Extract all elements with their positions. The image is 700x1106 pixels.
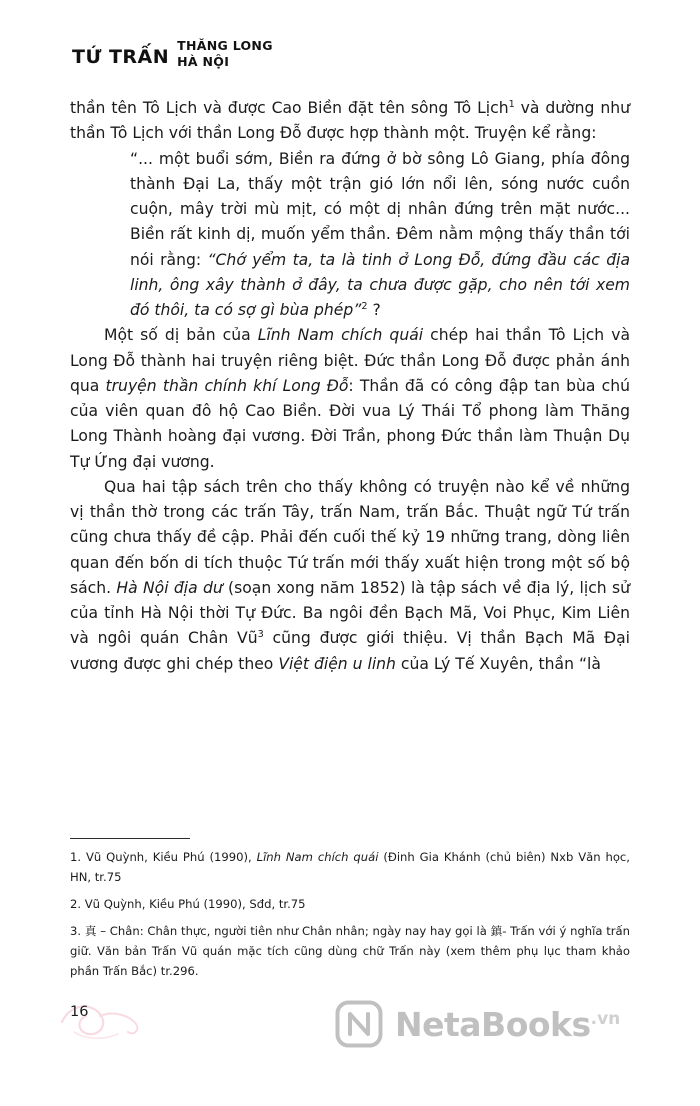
footnote-2: 2. Vũ Quỳnh, Kiều Phú (1990), Sđd, tr.75	[70, 896, 306, 911]
header-subtitle-line1: THĂNG LONG	[177, 38, 273, 53]
block-quote	[70, 147, 630, 324]
paragraph-2-italic-1: Lĩnh Nam chích quái	[257, 326, 424, 345]
header-subtitle-line2: HÀ NỘI	[177, 53, 230, 69]
quote-text-end: ?	[367, 301, 381, 319]
footnote-1-italic: Lĩnh Nam chích quái	[256, 850, 379, 864]
netabooks-logo-icon	[335, 1000, 383, 1048]
paragraph-3-italic-2: Việt điện u linh	[278, 654, 396, 673]
paragraph-1-text-a: thần tên Tô Lịch và được Cao Biền đặt tên sông Tô Lịch	[70, 99, 509, 117]
paragraph-3-text-b: (soạn xong năm 1852) là tập sách về địa lý, lịch sử của tỉnh Hà Nội thời Tự Đức. Ba ngôi đền Bạch Mã, Voi Phục, Kim Liên và ngôi quán Chân Vũ	[70, 578, 630, 648]
footnote-1	[70, 848, 630, 888]
watermark	[335, 1000, 620, 1048]
quote-text-a: “... một buổi sớm, Biền ra đứng ở bờ sông Lô Giang, phía đông thành Đại La, thấy một trận gió lớn nổi lên, sóng nước cuồn cuộn, mây trời mù mịt, có một dị nhân đứng trên mặt nước... Biền rất kinh dị, muốn yểm thần. Đêm nằm mộng thấy thần tới nói rằng:	[130, 149, 630, 269]
watermark-tld: .vn	[590, 1008, 621, 1029]
paragraph-3-text-a: Qua hai tập sách trên cho thấy không có truyện nào kể về những vị thần thờ trong các trấn Tây, trấn Nam, trấn Bắc. Thuật ngữ Tứ trấn cũng chưa thấy đề cập. Phải đến cuối thế kỷ 19 những trang, dòng liên quan đến bốn di tích thuộc Tứ trấn mới thấy xuất hiện trong một số bộ sách.	[70, 477, 630, 597]
page-content	[70, 96, 630, 677]
paragraph-2-text-a: Một số dị bản của	[104, 326, 258, 345]
page-number-area	[56, 992, 166, 1046]
quote-text-italic: “Chớ yểm ta, ta là tinh ở Long Đỗ, đứng đầu các địa linh, ông xây thành ở đây, ta chưa được gặp, cho nên tới xem đó thôi, ta có sợ gì bùa phép”	[130, 250, 630, 319]
paragraph-2	[70, 323, 630, 475]
footnote-ref-1: 1	[508, 98, 515, 110]
paragraph-2-italic-2: truyện thần chính khí Long Đỗ	[105, 376, 349, 395]
watermark-brand: NetaBooks	[395, 1004, 591, 1044]
watermark-text	[395, 1005, 620, 1044]
footnote-1-text-b: (Đinh Gia Khánh (chủ biên) Nxb Văn học, HN, tr.75	[70, 850, 630, 884]
paragraph-1	[70, 96, 630, 147]
footnote-ref-2: 2	[361, 300, 368, 312]
header-title-main: TỨ TRẤN	[72, 46, 170, 68]
page-header	[72, 38, 273, 69]
paragraph-3-text-c: cũng được giới thiệu. Vị thần Bạch Mã Đại vương được ghi chép theo	[70, 629, 630, 673]
page-number: 16	[70, 1004, 89, 1020]
paragraph-2-text-b: chép hai thần Tô Lịch và Long Đỗ thành hai truyện riêng biệt. Đức thần Long Đỗ được phản ánh qua	[70, 326, 631, 395]
footnote-ref-3: 3	[257, 629, 264, 641]
header-title-sub	[177, 38, 273, 69]
paragraph-3-text-d: của Lý Tế Xuyên, thần “là	[395, 654, 601, 673]
paragraph-3-italic-1: Hà Nội địa dư	[116, 578, 223, 597]
footnote-divider	[70, 838, 190, 839]
paragraph-3	[70, 475, 630, 677]
paragraph-1-text-b: và dường như thần Tô Lịch với thần Long Đỗ được hợp thành một. Truyện kể rằng:	[70, 99, 630, 143]
footnote-1-text-a: 1. Vũ Quỳnh, Kiều Phú (1990),	[70, 850, 257, 864]
paragraph-2-text-c: : Thần đã có công đập tan bùa chú của viên quan đô hộ Cao Biền. Đời vua Lý Thái Tổ phong làm Thăng Long Thành hoàng đại vương. Đời Trần, phong Đức thần làm Thuận Dụ Tự Ứng đại vương.	[70, 376, 631, 471]
footnote-list	[70, 848, 630, 989]
footnote-3: 3. 真 – Chân: Chân thực, người tiên như Chân nhân; ngày nay hay gọi là 鎮- Trấn với ý nghĩa trấn giữ. Văn bản Trấn Vũ quán mặc tích cũng dùng chữ Trấn này (xem thêm phụ lục tham khảo phần Trấn Bắc) tr.296.	[70, 923, 630, 978]
